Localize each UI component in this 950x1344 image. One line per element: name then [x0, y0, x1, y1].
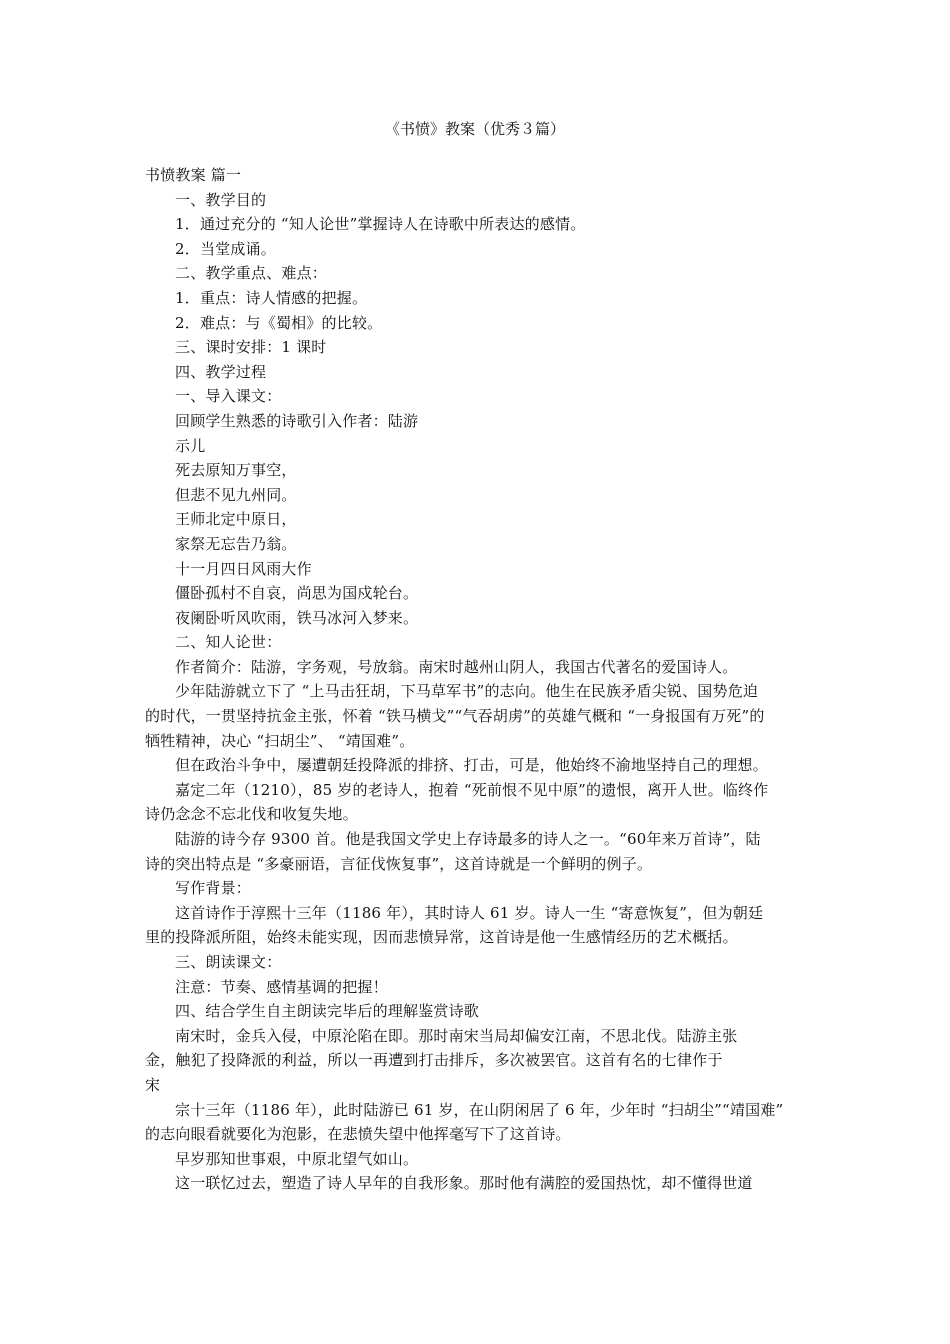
text-line: 这一联忆过去，塑造了诗人早年的自我形象。那时他有满腔的爱国热忱，却不懂得世道 — [175, 1174, 753, 1193]
text-line: 三、朗读课文： — [175, 953, 282, 971]
text-line: 宗十三年（1186 年），此时陆游已 61 岁，在山阴闲居了 6 年，少年时 “扫胡尘”“靖国难” — [175, 1100, 784, 1119]
text-line: 陆游的诗今存 9300 首。他是我国文学史上存诗最多的诗人之一。“60年来万首诗”，陆 — [175, 830, 761, 849]
text-line: 王师北定中原日， — [175, 510, 297, 529]
text-line: 嘉定二年（1210），85 岁的老诗人，抱着 “死前恨不见中原”的遗恨，离开人世。临终作 — [175, 780, 769, 799]
text-line: 二、知人论世： — [175, 633, 282, 652]
text-line: 这首诗作于淳熙十三年（1186 年），其时诗人 61 岁。诗人一生 “寄意恢复”，但为朝廷 — [175, 903, 764, 922]
text-line: 南宋时，金兵入侵，中原沦陷在即。那时南宋当局却偏安江南，不思北伐。陆游主张 — [175, 1026, 738, 1045]
text-line: 牺牲精神，决心 “扫胡尘”、 “靖国难”。 — [145, 731, 415, 750]
text-line: 早岁那知世事艰，中原北望气如山。 — [175, 1149, 419, 1168]
text-line: 但在政治斗争中，屡遭朝廷投降派的排挤、打击，可是，他始终不渝地坚持自己的理想。 — [175, 756, 768, 775]
text-line: 的志向眼看就要化为泡影，在悲愤失望中他挥毫写下了这首诗。 — [145, 1125, 571, 1144]
text-line: 作者简介：陆游，字务观，号放翁。南宋时越州山阴人，我国古代著名的爱国诗人。 — [175, 657, 738, 676]
text-line: 四、结合学生自主朗读完毕后的理解鉴赏诗歌 — [175, 1002, 480, 1021]
text-line: 金，触犯了投降派的利益，所以一再遭到打击排斥，多次被罢官。这首有名的七律作于 — [145, 1051, 723, 1070]
text-line: 示儿 — [175, 436, 206, 455]
text-line: 里的投降派所阻，始终未能实现，因而悲愤异常，这首诗是他一生感情经历的艺术概括。 — [145, 928, 738, 947]
text-line: 诗的突出特点是 “多豪丽语，言征伐恢复事”，这首诗就是一个鲜明的例子。 — [145, 854, 653, 873]
text-line: 2．难点：与《蜀相》的比较。 — [175, 313, 383, 332]
document-title: 《书愤》教案（优秀３篇） — [384, 120, 565, 138]
text-line: 家祭无忘告乃翁。 — [175, 534, 297, 553]
text-line: 十一月四日风雨大作 — [175, 559, 312, 578]
text-line: 死去原知万事空， — [175, 461, 297, 480]
text-line: 书愤教案 篇一 — [145, 166, 242, 184]
text-line: 一、教学目的 — [175, 190, 267, 209]
text-line: 三、课时安排：1 课时 — [175, 338, 327, 357]
text-line: 二、教学重点、难点： — [175, 264, 328, 283]
text-line: 2．当堂成诵。 — [175, 239, 276, 258]
text-line: 一、导入课文： — [175, 387, 282, 406]
document-body — [145, 163, 808, 1196]
text-line: 回顾学生熟悉的诗歌引入作者：陆游 — [175, 411, 419, 430]
text-line: 但悲不见九州同。 — [175, 485, 297, 504]
text-line: 1．通过充分的 “知人论世”掌握诗人在诗歌中所表达的感情。 — [175, 215, 586, 234]
text-line: 1．重点：诗人情感的把握。 — [175, 288, 368, 307]
text-line: 写作背景： — [175, 879, 252, 898]
text-line: 僵卧孤村不自哀，尚思为国戍轮台。 — [175, 584, 419, 603]
text-line: 夜阑卧听风吹雨，铁马冰河入梦来。 — [175, 608, 419, 627]
text-line: 少年陆游就立下了 “上马击狂胡，下马草军书”的志向。他生在民族矛盾尖锐、国势危迫 — [175, 682, 759, 701]
text-line: 的时代，一贯坚持抗金主张，怀着 “铁马横戈”“气吞胡虏”的英雄气概和 “一身报国有万死”的 — [145, 707, 765, 726]
text-line: 宋 — [145, 1075, 161, 1094]
text-line: 诗仍念念不忘北伐和收复失地。 — [145, 805, 358, 824]
text-line: 注意：节奏、感情基调的把握！ — [175, 977, 388, 996]
text-line: 四、教学过程 — [175, 362, 267, 381]
